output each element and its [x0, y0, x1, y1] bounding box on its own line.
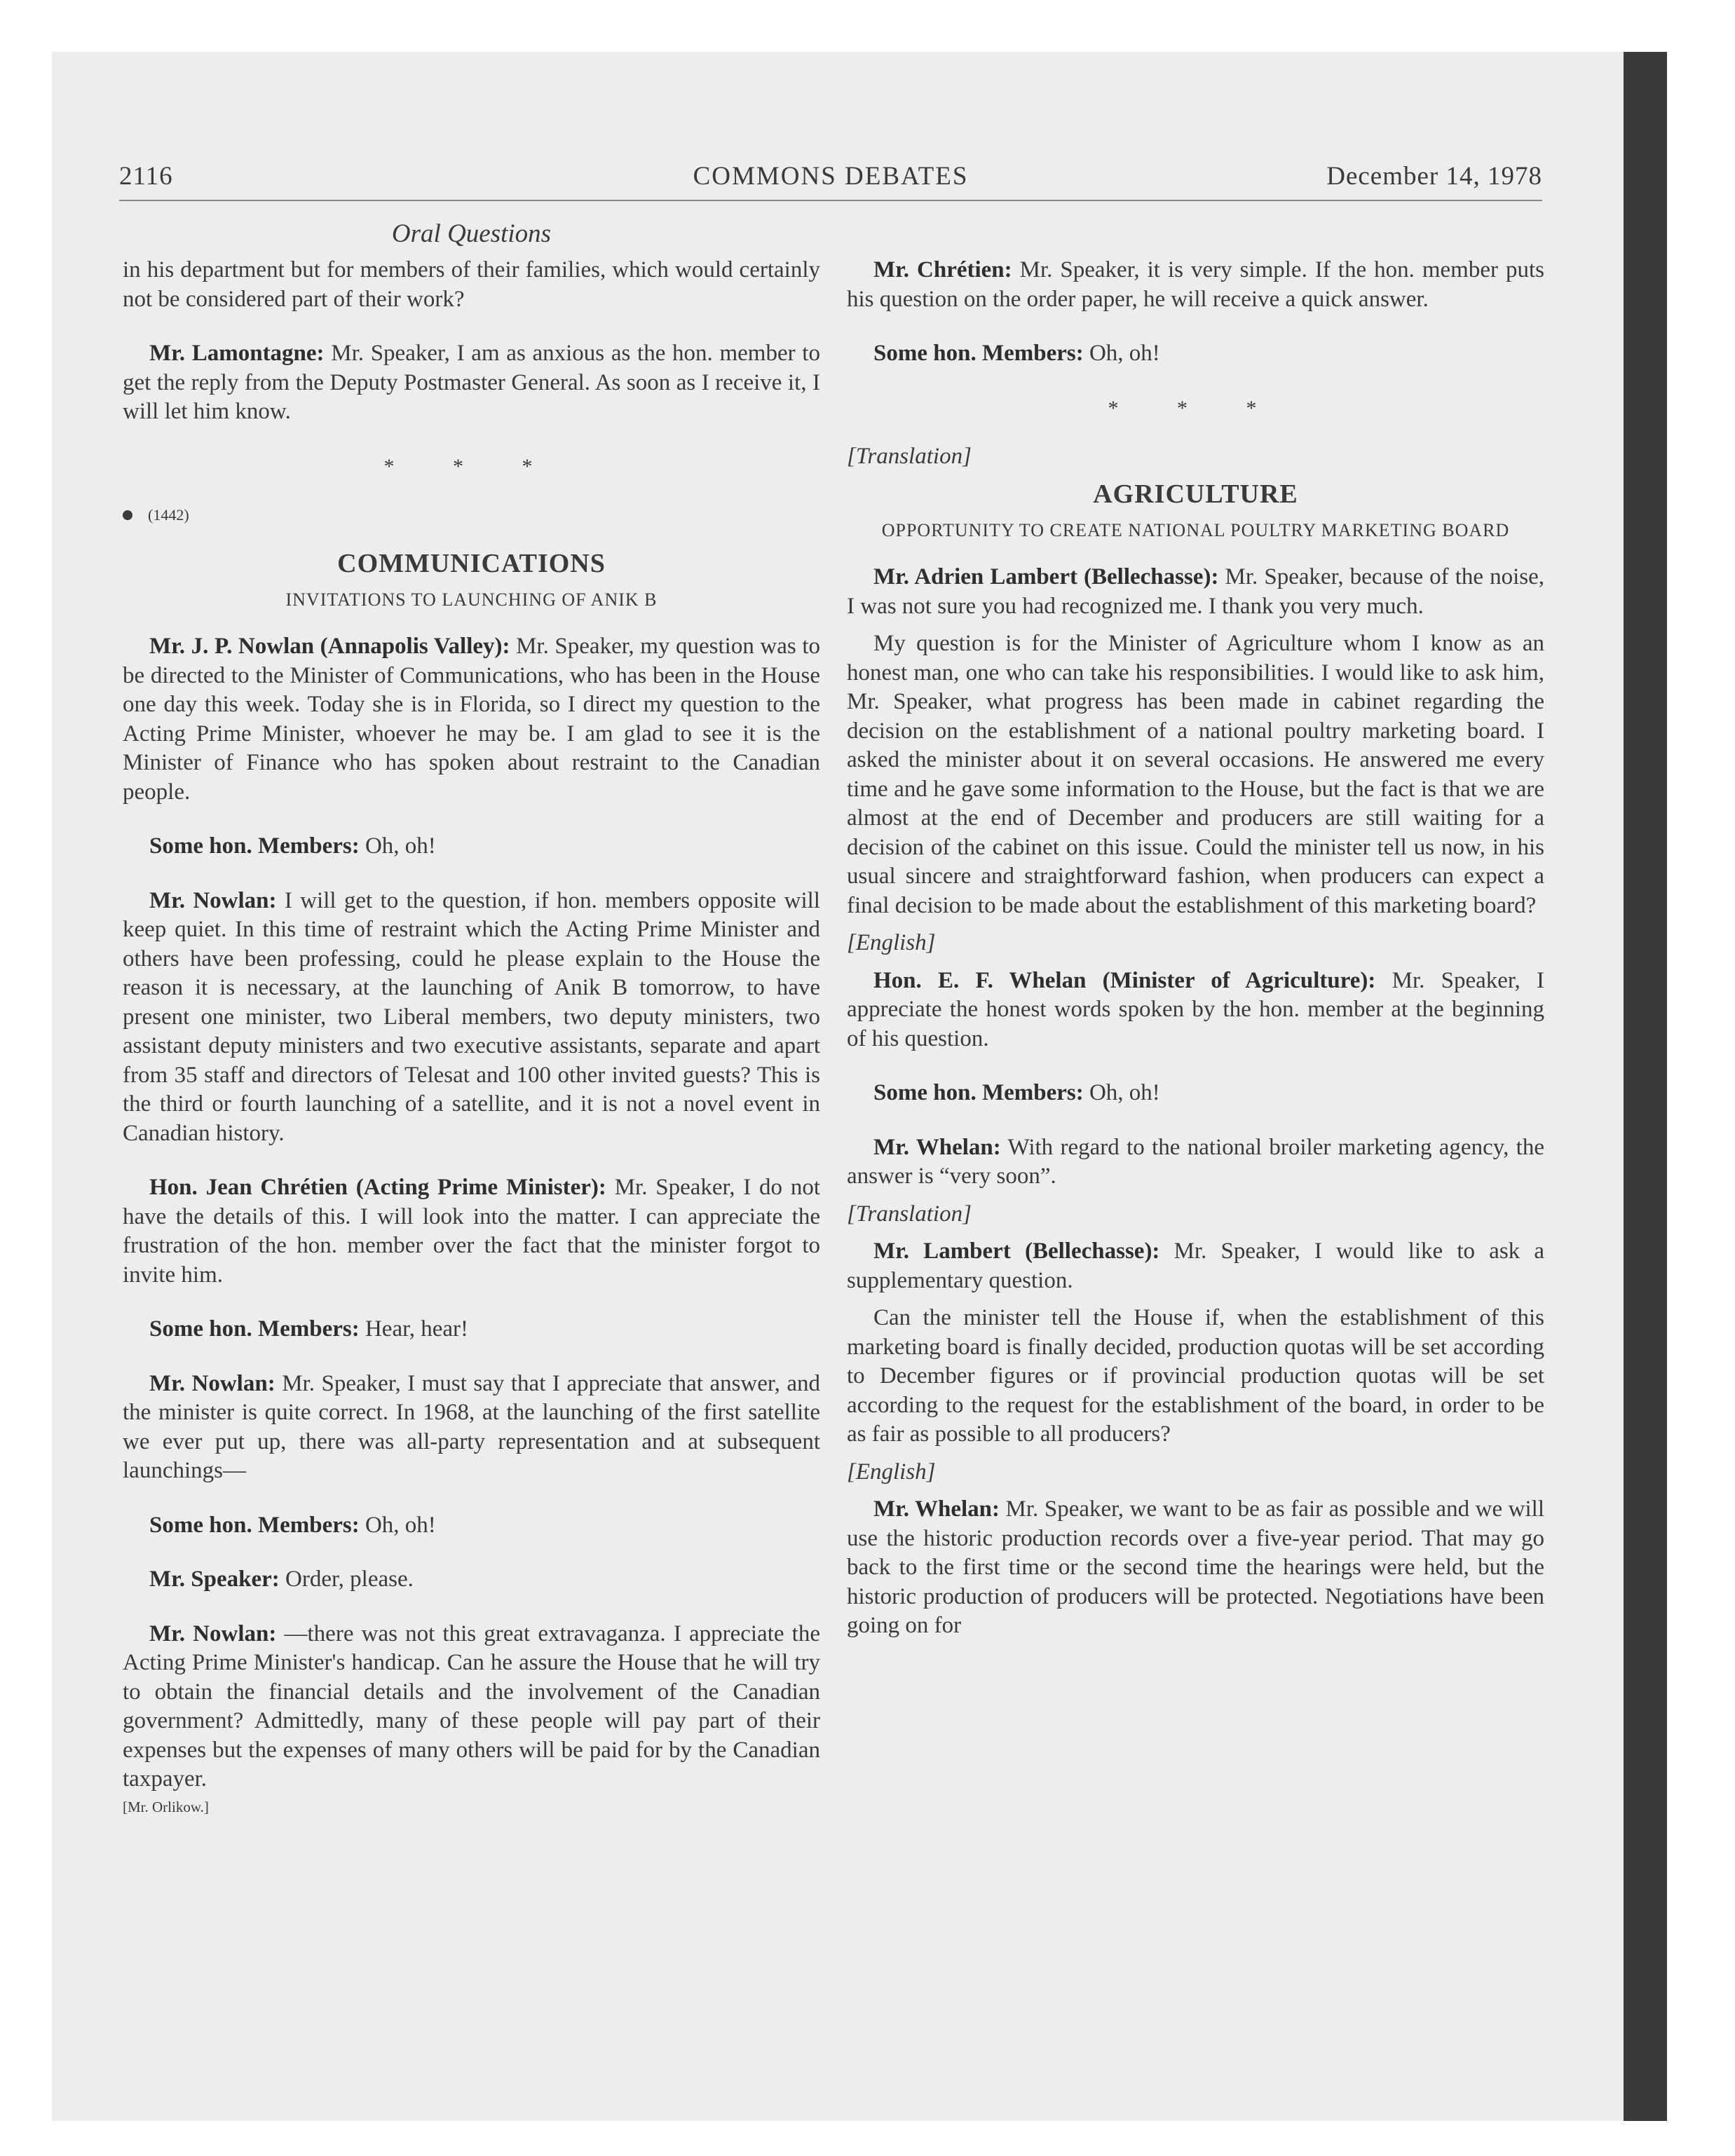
paragraph — [847, 1237, 1544, 1295]
section-separator: * * * — [383, 454, 559, 478]
bullet-icon — [123, 510, 132, 520]
section-subheading: OPPORTUNITY TO CREATE NATIONAL POULTRY MARKETING BOARD — [881, 520, 1510, 540]
scan-edge-shadow — [1624, 52, 1667, 2121]
timecode-text: (1442) — [148, 506, 189, 524]
paragraph-text: Mr. Speaker, we want to be as fair as possible and we will use the historic production records over a five-year period. That may go back to the first time or the second time the hearings were held, but the historic production of producers will be protected. Negotiations have been going on for — [847, 1496, 1544, 1638]
right-column — [847, 256, 1544, 1649]
paragraph-text: Mr. Speaker, because of the noise, I was not sure you had recognized me. I thank you very much. — [847, 564, 1544, 619]
paragraph-text: Mr. Speaker, it is very simple. If the hon. member puts his question on the order paper, he will receive a quick answer. — [847, 257, 1544, 312]
speaker-name: Mr. Whelan: — [873, 1496, 1000, 1522]
section-heading: AGRICULTURE — [1093, 479, 1298, 509]
speaker-name: Mr. Speaker: — [149, 1567, 280, 1592]
speaker-name: Some hon. Members: — [149, 1316, 360, 1342]
running-title: COMMONS DEBATES — [693, 162, 969, 191]
speaker-name: Mr. Nowlan: — [149, 887, 277, 913]
page-number: 2116 — [119, 162, 173, 191]
paragraph — [123, 832, 820, 861]
paragraph — [847, 1495, 1544, 1641]
paragraph — [847, 967, 1544, 1054]
paragraph — [123, 1370, 820, 1486]
speaker-name: Mr. Lambert (Bellechasse): — [873, 1239, 1160, 1264]
paragraph — [123, 1511, 820, 1541]
speaker-name: Some hon. Members: — [873, 1080, 1084, 1105]
paragraph — [123, 1315, 820, 1344]
paragraph-text: I will get to the question, if hon. members opposite will keep quiet. In this time of restraint which the Acting Prime Minister and others have been professing, could he please explain to the House the reason it is necessary, at the launching of Anik B tomorrow, to have present one minister, two Liberal members, two deputy ministers, two assistant deputy ministers and two executive assistants, separate and apart from 35 staff and directors of Telesat and 100 other invited guests? This is the third or fourth launching of a satellite, and it is not a novel event in Canadian history. — [123, 887, 820, 1146]
continuation-note: [Mr. Orlikow.] — [123, 1798, 209, 1815]
paragraph-text: Mr. Speaker, I would like to ask a supplementary question. — [847, 1239, 1544, 1293]
paragraph-text: Mr. Speaker, I must say that I appreciate that answer, and the minister is quite correct. In 1968, at the launching of the first satellite we ever put up, there was all-party representation and at subsequent launchings— — [123, 1370, 820, 1483]
speaker-name: Some hon. Members: — [149, 1512, 360, 1538]
paragraph — [847, 1304, 1544, 1449]
paragraph-text: Mr. Speaker, I am as anxious as the hon. member to get the reply from the Deputy Postmaster General. As soon as I receive it, I will let him know. — [123, 341, 820, 424]
paragraph — [123, 887, 820, 1149]
paragraph — [847, 1079, 1544, 1108]
speaker-name: Mr. Nowlan: — [149, 1370, 275, 1396]
paragraph — [847, 339, 1544, 369]
paragraph-text: My question is for the Minister of Agriculture whom I know as an honest man, one who can take his responsibilities. I would like to ask him, Mr. Speaker, what progress has been made in cabinet regarding the decision on the establishment of a national poultry marketing board. I asked the minister about it on several occasions. He answered me every time and he gave some information to the House, but the fact is that we are almost at the end of December and producers are still waiting for a decision of the cabinet on this issue. Could the minister tell us now, in his usual sincere and straightforward fashion, when producers can expect a final decision to be made about the establishment of this marketing board? — [847, 631, 1544, 918]
paragraph-text: With regard to the national broiler marketing agency, the answer is “very soon”. — [847, 1134, 1544, 1189]
language-note: [English] — [847, 1459, 936, 1485]
paragraph-text: Hear, hear! — [359, 1316, 469, 1342]
speaker-name: Mr. Lamontagne: — [149, 341, 325, 366]
paragraph-text: in his department but for members of their families, which would certainly not be considered part of their work? — [123, 257, 820, 312]
speaker-name: Some hon. Members: — [873, 341, 1084, 366]
paragraph-text: —there was not this great extravaganza. I appreciate the Acting Prime Minister's handicap. Can he assure the House that he will try to obtain the financial details and the involvement of the Canadian government? Admittedly, many of these people will pay part of their expenses but the expenses of many others will be paid for by the Canadian taxpayer. — [123, 1621, 820, 1792]
paragraph — [123, 256, 820, 314]
paragraph-text: Mr. Speaker, my question was to be directed to the Minister of Communications, who has been in the House one day this week. Today she is in Florida, so I direct my question to the Acting Prime Minister, whoever he may be. I am glad to see it is the Minister of Finance who has spoken about restraint to the Canadian people. — [123, 634, 820, 805]
paragraph — [123, 339, 820, 427]
left-column — [123, 256, 820, 1847]
language-note: [Translation] — [847, 444, 972, 469]
section-title: Oral Questions — [391, 219, 552, 248]
language-note: [Translation] — [847, 1201, 972, 1227]
paragraph — [847, 1133, 1544, 1192]
paragraph — [847, 563, 1544, 621]
paragraph-text: Oh, oh! — [1083, 1080, 1160, 1105]
speaker-name: Mr. Chrétien: — [873, 257, 1012, 282]
paragraph-text: Oh, oh! — [359, 833, 436, 859]
section-subheading: INVITATIONS TO LAUNCHING OF ANIK B — [285, 589, 658, 610]
header-rule — [119, 200, 1542, 201]
paragraph-text: Mr. Speaker, I do not have the details of this. I will look into the matter. I can appreciate the frustration of the hon. member over the fact that the minister forgot to invite him. — [123, 1175, 820, 1288]
section-separator: * * * — [1108, 396, 1284, 420]
speaker-name: Hon. Jean Chrétien (Acting Prime Minister): — [149, 1175, 606, 1200]
speaker-name: Mr. Adrien Lambert (Bellechasse): — [873, 564, 1219, 589]
running-header — [119, 161, 1542, 203]
speaker-name: Mr. Nowlan: — [149, 1621, 277, 1646]
section-heading: COMMUNICATIONS — [337, 548, 606, 578]
timecode — [123, 500, 820, 530]
language-note: [English] — [847, 930, 936, 955]
paragraph — [847, 256, 1544, 314]
speaker-name: Some hon. Members: — [149, 833, 360, 859]
paragraph-text: Order, please. — [279, 1567, 414, 1592]
paragraph-text: Mr. Speaker, I appreciate the honest words spoken by the hon. member at the beginning of his question. — [847, 967, 1544, 1051]
paragraph — [123, 1565, 820, 1595]
speaker-name: Mr. Whelan: — [873, 1134, 1001, 1160]
paragraph — [123, 632, 820, 807]
speaker-name: Hon. E. F. Whelan (Minister of Agriculture): — [873, 967, 1376, 993]
paragraph — [123, 1620, 820, 1794]
paragraph-text: Can the minister tell the House if, when the establishment of this marketing board is finally decided, production quotas will be set according to December figures or if provincial production quotas will be set according to the request for the establishment of the board, in order to be as fair as possible to all producers? — [847, 1305, 1544, 1447]
paragraph-text: Oh, oh! — [1083, 341, 1160, 366]
paragraph — [123, 1173, 820, 1290]
paragraph-text: Oh, oh! — [359, 1512, 436, 1538]
speaker-name: Mr. J. P. Nowlan (Annapolis Valley): — [149, 634, 510, 659]
paragraph — [847, 629, 1544, 920]
header-date: December 14, 1978 — [1326, 162, 1542, 191]
